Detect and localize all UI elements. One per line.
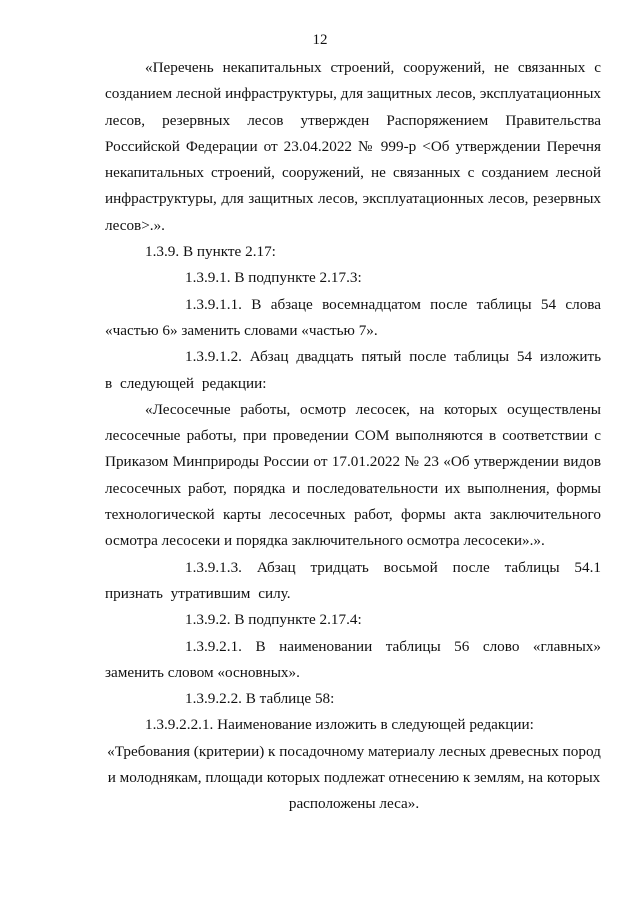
paragraph-item-1-3-9 [105, 239, 601, 265]
item-number: 1.3.9.2.1. [185, 637, 242, 655]
item-number: 1.3.9.2. [185, 611, 231, 629]
table-title-new-wording: «Требования (критерии) к посадочному материалу лесных древесных пород и молоднякам, площади которых подлежат отнесению к землям, на которых расположены леса». [107, 742, 601, 813]
paragraph-item-1-3-9-2 [105, 607, 601, 633]
paragraph-quoted-logging-works [105, 397, 601, 555]
item-number: 1.3.9.1.3. [185, 558, 242, 576]
paragraph-item-1-3-9-2-1 [105, 634, 601, 687]
paragraph-text: Абзац двадцать пятый после таблицы 54 изложить в следующей редакции: [105, 348, 602, 392]
paragraph-text: Наименование изложить в следующей редакции: [217, 716, 534, 734]
paragraph-text: 1.3.9. В пункте 2.17: [145, 243, 276, 261]
paragraph-quoted-list-approval [105, 55, 601, 239]
paragraph-item-1-3-9-1-1 [105, 292, 601, 345]
paragraph-item-1-3-9-2-2-1 [105, 712, 601, 738]
document-body [105, 55, 601, 818]
paragraph-item-1-3-9-1-2 [105, 344, 601, 397]
paragraph-item-1-3-9-1-3 [105, 555, 601, 608]
item-number: 1.3.9.2.2. [185, 690, 242, 708]
paragraph-text: В подпункте 2.17.4: [234, 611, 362, 629]
item-number: 1.3.9.1. [185, 269, 231, 287]
paragraph-text: «Перечень некапитальных строений, сооружений, не связанных с созданием лесной инфраструктуры, для защитных лесов, эксплуатационных лесов, резервных лесов утвержден Распоряжением Правительства Российской Федерации от 23.04.2022 № 999-р <Об утверждении Перечня некапитальных строений, сооружений, не связанных с созданием лесной инфраструктуры, для защитных лесов, эксплуатационных лесов, резервных лесов>.». [105, 59, 601, 234]
paragraph-item-1-3-9-2-2 [105, 686, 601, 712]
paragraph-text: В таблице 58: [245, 690, 335, 708]
paragraph-text: Абзац тридцать восьмой после таблицы 54.1 признать утратившим силу. [105, 558, 601, 602]
paragraph-item-1-3-9-1 [105, 265, 601, 291]
item-number: 1.3.9.2.2.1. [145, 716, 214, 734]
item-number: 1.3.9.1.1. [185, 295, 242, 313]
paragraph-text: В наименовании таблицы 56 слово «главных» заменить словом «основных». [105, 637, 601, 681]
paragraph-text: В подпункте 2.17.3: [234, 269, 362, 287]
page-number: 12 [312, 32, 328, 48]
item-number: 1.3.9.1.2. [185, 348, 242, 366]
paragraph-text: В абзаце восемнадцатом после таблицы 54 слова «частью 6» заменить словами «частью 7». [105, 295, 601, 339]
paragraph-text: «Лесосечные работы, осмотр лесосек, на которых осуществлены лесосечные работы, при проведении СОМ выполняются в соответствии с Приказом Минприроды России от 17.01.2022 № 23 «Об утверждении видов лесосечных работ, порядка и последовательности их выполнения, формы технологической карты лесосечных работ, формы акта заключительного осмотра лесосеки и порядка заключительного осмотра лесосеки».». [105, 400, 601, 550]
